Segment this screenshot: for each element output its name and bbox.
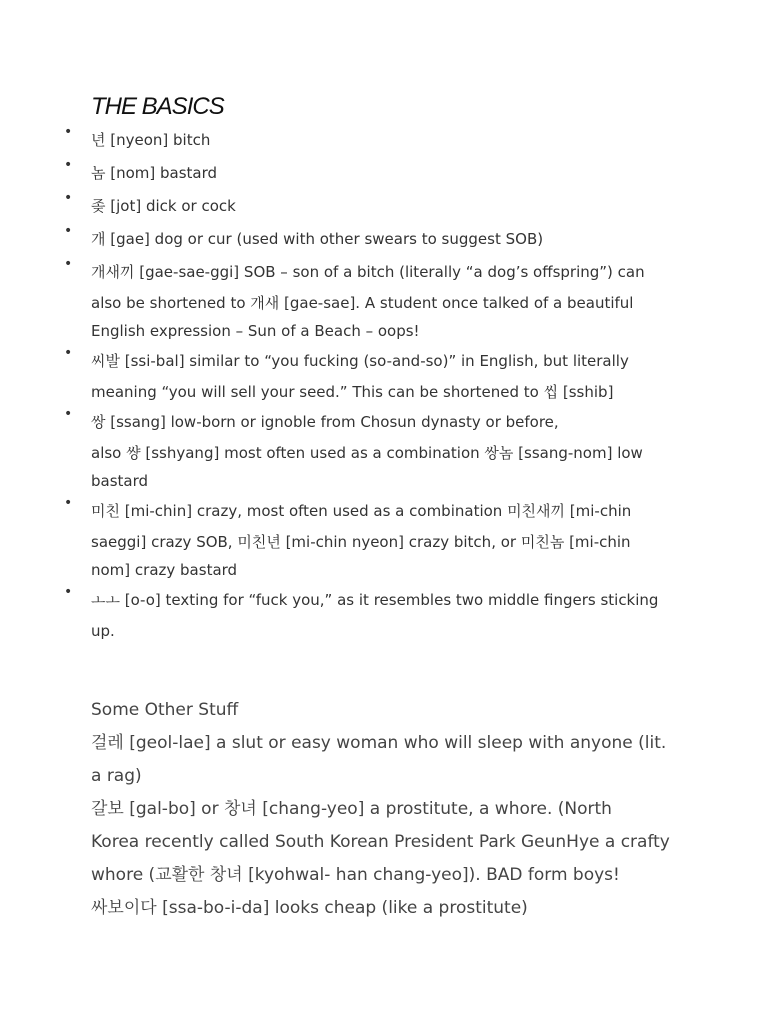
list-item: [0, 345, 690, 406]
other-stuff-line: Korea recently called South Korean President Park GeunHye a crafty: [91, 832, 670, 852]
list-item-text: ㅗㅗ [o-o] texting for “fuck you,” as it resembles two middle fingers sticking: [91, 591, 659, 609]
bullet-icon: •: [64, 406, 73, 422]
bullet-icon: •: [64, 124, 73, 140]
list-item-text: 놈 [nom] bastard: [91, 164, 218, 182]
list-item: [0, 256, 690, 345]
list-item: [0, 124, 690, 157]
list-item-text: English expression – Sun of a Beach – oops!: [91, 322, 420, 340]
list-item: [0, 584, 690, 645]
list-item-text: up.: [91, 622, 115, 640]
list-item-text: 좆 [jot] dick or cock: [91, 197, 236, 215]
list-item-text: nom] crazy bastard: [91, 561, 238, 579]
list-item: [0, 157, 690, 190]
list-item: [0, 495, 690, 584]
bullet-icon: •: [64, 157, 73, 173]
section-heading: THE BASICS: [91, 93, 224, 120]
list-item-text: also be shortened to 개새 [gae-sae]. A student once talked of a beautiful: [91, 294, 634, 312]
bullet-icon: •: [64, 223, 73, 239]
other-stuff-line: 싸보이다 [ssa-bo-i-da] looks cheap (like a prostitute): [91, 898, 528, 918]
list-item-text: 쌍 [ssang] low-born or ignoble from Chosun dynasty or before,: [91, 413, 559, 431]
list-item-text: 년 [nyeon] bitch: [91, 131, 211, 149]
list-item-text: saeggi] crazy SOB, 미친년 [mi-chin nyeon] crazy bitch, or 미친놈 [mi-chin: [91, 533, 631, 551]
list-item-text: 씨발 [ssi-bal] similar to “you fucking (so-and-so)” in English, but literally: [91, 352, 629, 370]
list-item-text: 개새끼 [gae-sae-ggi] SOB – son of a bitch (literally “a dog’s offspring”) can: [91, 263, 645, 281]
other-stuff-line: a rag): [91, 766, 142, 786]
list-item-text: bastard: [91, 472, 149, 490]
other-stuff-title: Some Other Stuff: [91, 700, 239, 720]
bullet-icon: •: [64, 495, 73, 511]
list-item-text: meaning “you will sell your seed.” This can be shortened to 씹 [sshib]: [91, 383, 614, 401]
list-item-text: 미친 [mi-chin] crazy, most often used as a combination 미친새끼 [mi-chin: [91, 502, 632, 520]
list-item-text: also 썅 [sshyang] most often used as a combination 쌍놈 [ssang-nom] low: [91, 444, 643, 462]
bullet-icon: •: [64, 345, 73, 361]
other-stuff-line: whore (교활한 창녀 [kyohwal- han chang-yeo]). BAD form boys!: [91, 865, 620, 885]
other-stuff-line: 걸레 [geol-lae] a slut or easy woman who will sleep with anyone (lit.: [91, 733, 667, 753]
other-stuff-section: [91, 694, 711, 925]
other-stuff-line: 갈보 [gal-bo] or 창녀 [chang-yeo] a prostitute, a whore. (North: [91, 799, 612, 819]
bullet-icon: •: [64, 190, 73, 206]
list-item: [0, 223, 690, 256]
list-item: [0, 190, 690, 223]
list-item-text: 개 [gae] dog or cur (used with other swears to suggest SOB): [91, 230, 544, 248]
list-item: [0, 406, 690, 495]
bullet-icon: •: [64, 584, 73, 600]
basics-list: [0, 124, 690, 645]
bullet-icon: •: [64, 256, 73, 272]
